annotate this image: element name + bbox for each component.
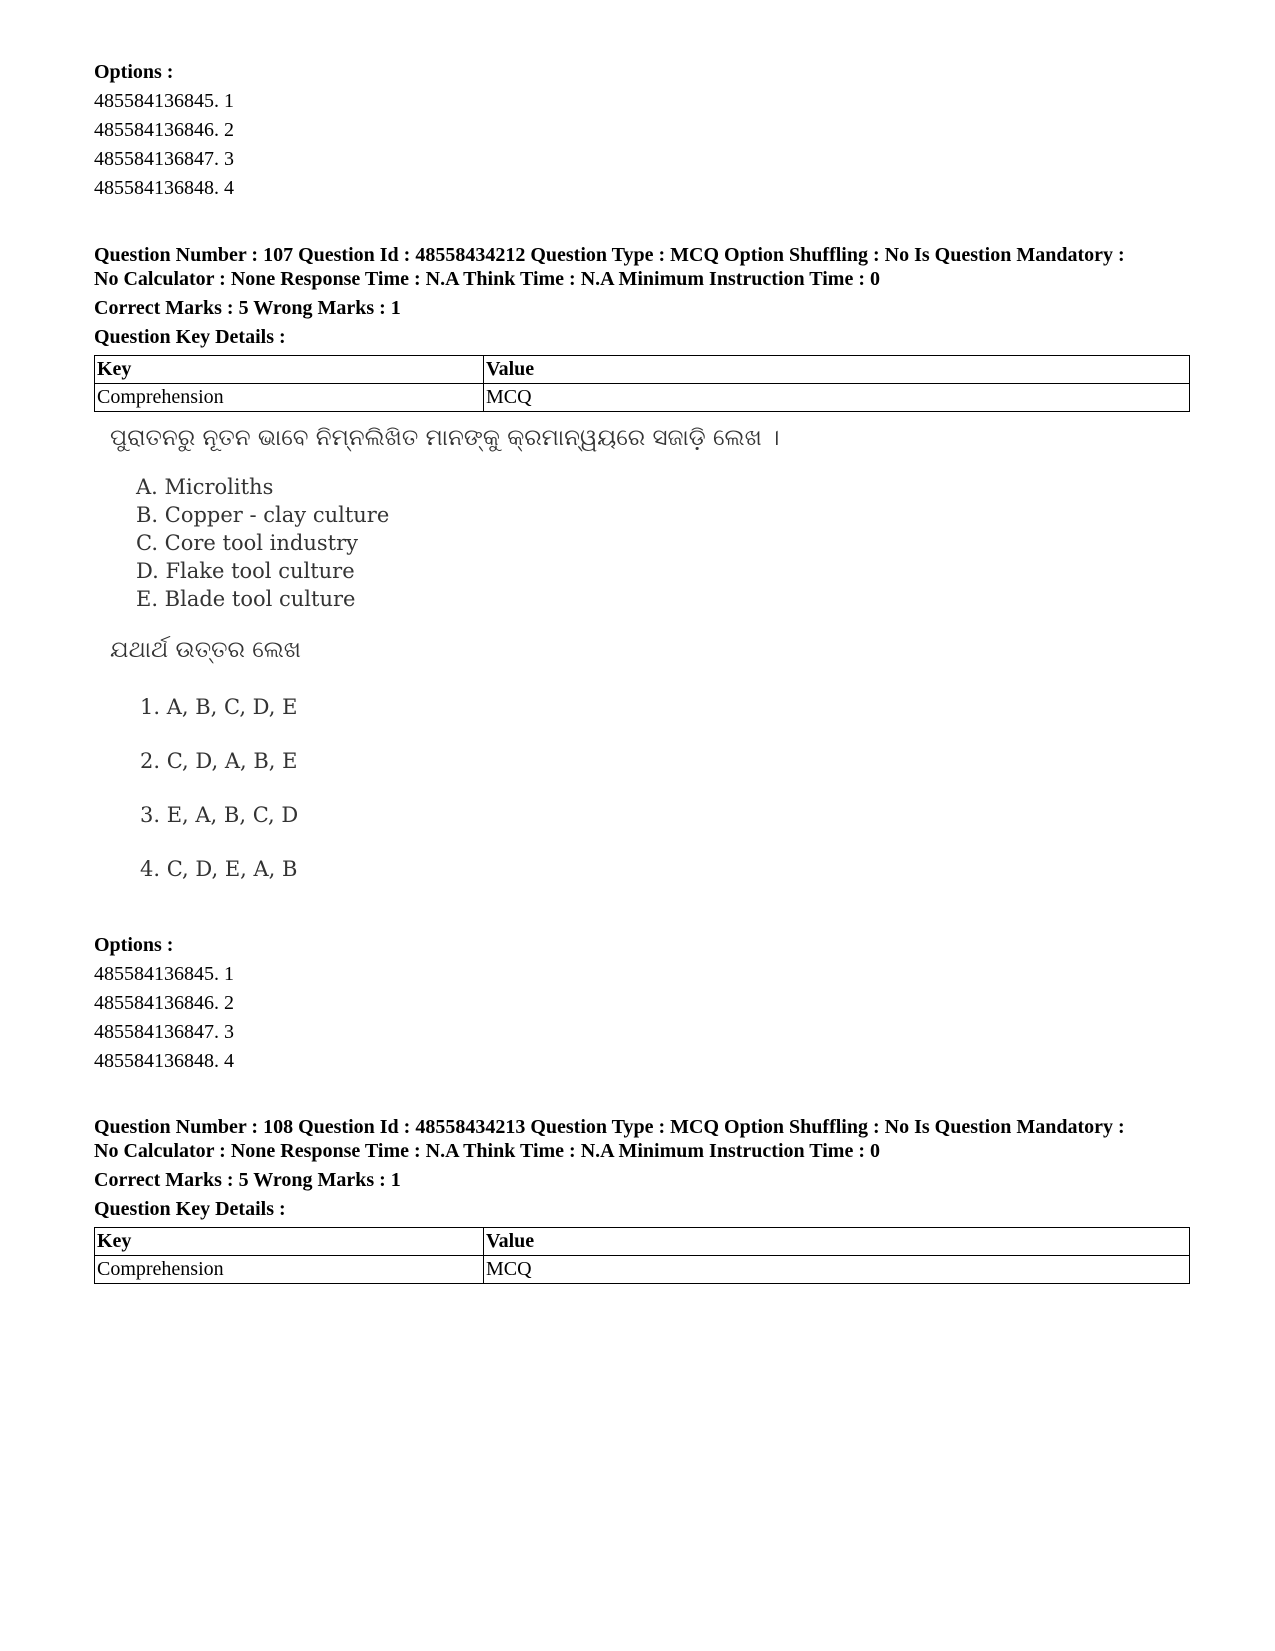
options-heading: Options : — [94, 61, 174, 83]
answer-choice: 2. C, D, A, B, E — [140, 749, 298, 773]
question-prompt-odia: ପୁରାତନରୁ ନୂତନ ଭାବେ ନିମ୍ନଲିଖିତ ମାନଙ୍କୁ କ୍ରମାନ୍ୱୟରେ ସଜାଡ଼ି ଲେଖ । — [110, 425, 780, 451]
question-marks: Correct Marks : 5 Wrong Marks : 1 — [94, 297, 401, 319]
answer-choice: 1. A, B, C, D, E — [140, 695, 298, 719]
option-item: 485584136846. 2 — [94, 992, 234, 1014]
question-header-line2: No Calculator : None Response Time : N.A Think Time : N.A Minimum Instruction Time : 0 — [94, 268, 880, 290]
answer-choice: 3. E, A, B, C, D — [140, 803, 299, 827]
statement-item: D. Flake tool culture — [136, 559, 355, 583]
question-instruction-odia: ଯଥାର୍ଥ ଉତ୍ତର ଲେଖ — [110, 637, 301, 663]
option-item: 485584136848. 4 — [94, 1050, 234, 1072]
table-row — [95, 1256, 1190, 1284]
answer-choice: 4. C, D, E, A, B — [140, 857, 298, 881]
option-item: 485584136845. 1 — [94, 963, 234, 985]
option-item: 485584136845. 1 — [94, 90, 234, 112]
table-header-row — [95, 1228, 1190, 1256]
table-cell-key: Comprehension — [95, 384, 484, 412]
question-header-line1: Question Number : 108 Question Id : 48558434213 Question Type : MCQ Option Shuffling : No Is Question Mandatory : — [94, 1116, 1125, 1138]
table-cell-value: MCQ — [484, 1256, 1190, 1284]
table-header-value: Value — [484, 1228, 1190, 1256]
question-key-details-label: Question Key Details : — [94, 1198, 286, 1220]
statement-item: A. Microliths — [136, 475, 274, 499]
table-cell-value: MCQ — [484, 384, 1190, 412]
question-key-table — [94, 1227, 1190, 1284]
question-header-line2: No Calculator : None Response Time : N.A Think Time : N.A Minimum Instruction Time : 0 — [94, 1140, 880, 1162]
question-marks: Correct Marks : 5 Wrong Marks : 1 — [94, 1169, 401, 1191]
table-header-row — [95, 356, 1190, 384]
option-item: 485584136846. 2 — [94, 119, 234, 141]
options-heading: Options : — [94, 934, 174, 956]
option-item: 485584136847. 3 — [94, 148, 234, 170]
statement-item: E. Blade tool culture — [136, 587, 356, 611]
option-item: 485584136848. 4 — [94, 177, 234, 199]
statement-item: C. Core tool industry — [136, 531, 358, 555]
option-item: 485584136847. 3 — [94, 1021, 234, 1043]
statement-item: B. Copper - clay culture — [136, 503, 390, 527]
table-header-key: Key — [95, 1228, 484, 1256]
table-header-value: Value — [484, 356, 1190, 384]
question-image — [100, 425, 780, 925]
table-cell-key: Comprehension — [95, 1256, 484, 1284]
question-key-details-label: Question Key Details : — [94, 326, 286, 348]
table-header-key: Key — [95, 356, 484, 384]
question-header-line1: Question Number : 107 Question Id : 48558434212 Question Type : MCQ Option Shuffling : No Is Question Mandatory : — [94, 244, 1125, 266]
question-key-table — [94, 355, 1190, 412]
table-row — [95, 384, 1190, 412]
